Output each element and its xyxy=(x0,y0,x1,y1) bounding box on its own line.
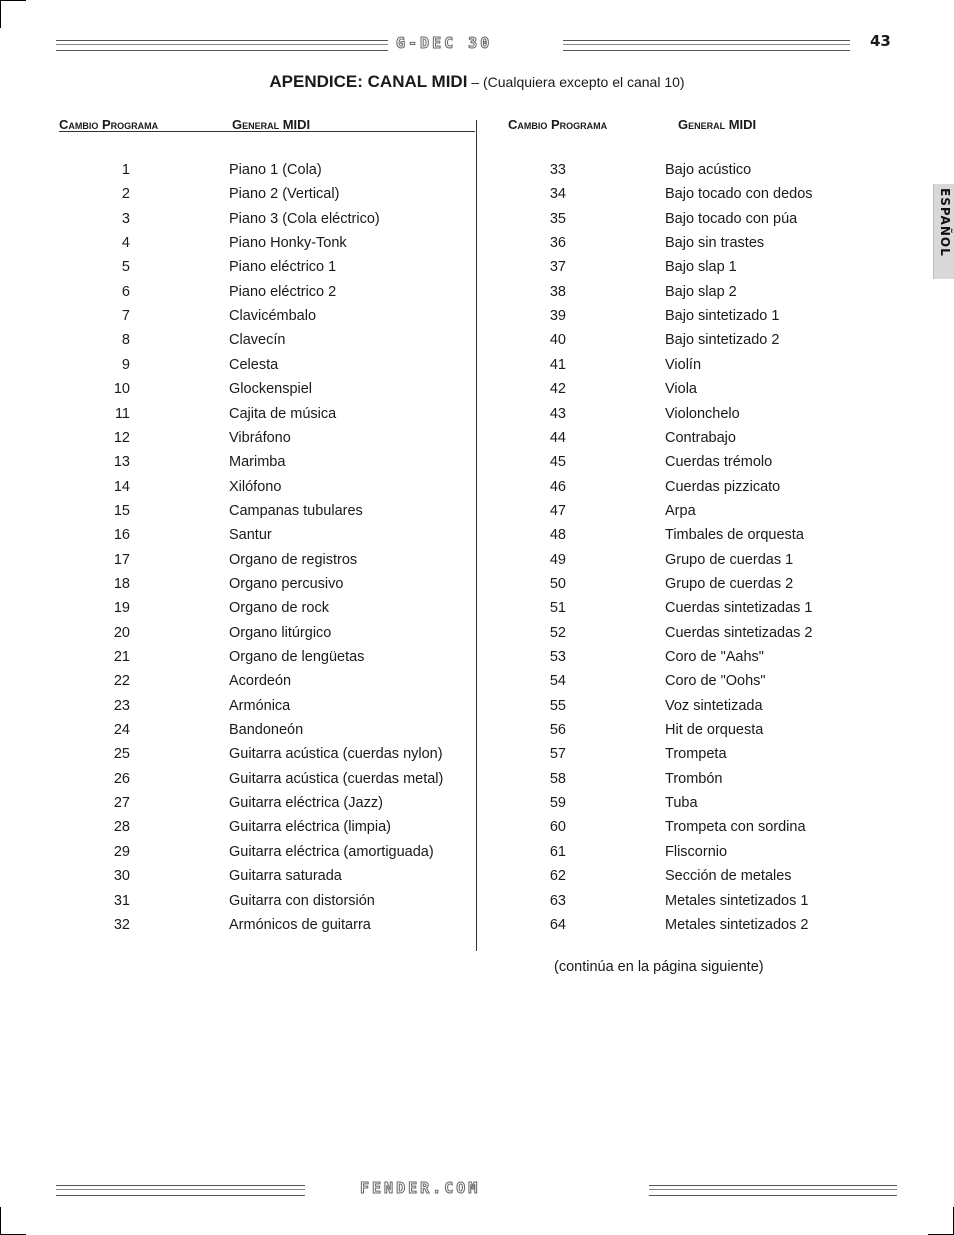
instrument-name: Cuerdas trémolo xyxy=(665,454,773,471)
instrument-name: Hit de orquesta xyxy=(665,722,764,739)
program-number: 18 xyxy=(113,575,130,592)
program-number: 8 xyxy=(121,332,130,349)
left-program-header: Cambio Programa xyxy=(59,117,159,132)
instrument-name: Bajo sin trastes xyxy=(665,235,765,252)
program-number: 35 xyxy=(549,210,566,227)
program-number: 53 xyxy=(549,649,566,665)
instrument-name: Viola xyxy=(665,381,697,398)
program-number: 41 xyxy=(549,356,566,373)
instrument-name: Campanas tubulares xyxy=(229,502,363,519)
table-row xyxy=(0,795,954,819)
program-number: 12 xyxy=(113,429,130,446)
program-number: 27 xyxy=(113,795,130,812)
table-row xyxy=(0,819,954,843)
program-number: 58 xyxy=(549,770,566,787)
instrument-name: Marimba xyxy=(229,454,286,471)
table-row xyxy=(0,430,954,454)
table-row xyxy=(0,211,954,235)
instrument-name: Organo de rock xyxy=(229,600,329,617)
table-row xyxy=(0,868,954,892)
program-number: 56 xyxy=(549,722,566,739)
instrument-name: Sección de metales xyxy=(665,868,792,885)
instrument-name: Timbales de orquesta xyxy=(665,527,804,544)
continuation-note: (continúa en la página siguiente) xyxy=(554,959,764,975)
program-number: 1 xyxy=(121,162,130,178)
instrument-name: Piano Honky-Tonk xyxy=(229,235,347,252)
program-number: 49 xyxy=(549,551,566,568)
program-number: 47 xyxy=(549,502,566,519)
program-number: 10 xyxy=(113,381,130,398)
table-row xyxy=(0,552,954,576)
table-row xyxy=(0,162,954,186)
program-number: 64 xyxy=(549,916,566,933)
program-number: 19 xyxy=(113,600,130,617)
program-number: 17 xyxy=(113,551,130,568)
right-midi-header: General MIDI xyxy=(678,117,757,132)
title-subtitle: – (Cualquiera excepto el canal 10) xyxy=(467,74,685,90)
instrument-name: Armónicos de guitarra xyxy=(229,916,371,933)
crop-mark xyxy=(0,0,1,28)
program-number: 34 xyxy=(549,186,566,203)
instrument-name: Bajo acústico xyxy=(665,162,752,178)
program-number: 24 xyxy=(113,722,130,739)
instrument-name: Organo de registros xyxy=(229,551,358,568)
program-number: 54 xyxy=(549,673,566,690)
instrument-name: Grupo de cuerdas 1 xyxy=(665,551,794,568)
instrument-name: Clavicémbalo xyxy=(229,308,317,325)
program-number: 59 xyxy=(549,795,566,812)
footer-rule-left xyxy=(56,1185,305,1196)
program-number: 30 xyxy=(113,868,130,885)
table-row xyxy=(0,357,954,381)
instrument-name: Trompeta xyxy=(665,746,727,763)
program-number: 6 xyxy=(121,283,130,300)
instrument-name: Piano 2 (Vertical) xyxy=(229,186,340,203)
table-row xyxy=(0,771,954,795)
program-number: 50 xyxy=(549,575,566,592)
instrument-name: Bajo sintetizado 1 xyxy=(665,308,780,325)
instrument-name: Guitarra acústica (cuerdas metal) xyxy=(229,770,444,787)
program-number: 46 xyxy=(549,478,566,495)
instrument-name: Grupo de cuerdas 2 xyxy=(665,575,794,592)
table-row xyxy=(0,381,954,405)
instrument-name: Xilófono xyxy=(229,478,282,495)
left-midi-header: General MIDI xyxy=(232,117,311,132)
header-rule-right xyxy=(563,40,850,51)
instrument-name: Guitarra eléctrica (amortiguada) xyxy=(229,843,434,860)
instrument-name: Cajita de música xyxy=(229,405,337,422)
title-main: APENDICE: CANAL MIDI xyxy=(269,72,468,91)
crop-mark xyxy=(0,1207,1,1235)
instrument-name: Tuba xyxy=(665,795,698,812)
instrument-name: Piano 3 (Cola eléctrico) xyxy=(229,210,380,227)
instrument-name: Bajo sintetizado 2 xyxy=(665,332,780,349)
program-number: 39 xyxy=(549,308,566,325)
instrument-name: Santur xyxy=(229,527,272,544)
table-row xyxy=(0,332,954,356)
table-row xyxy=(0,893,954,917)
program-number: 36 xyxy=(549,235,566,252)
table-row xyxy=(0,698,954,722)
program-number: 38 xyxy=(549,283,566,300)
program-number: 37 xyxy=(549,259,566,276)
table-row xyxy=(0,673,954,697)
instrument-name: Vibráfono xyxy=(229,429,291,446)
instrument-name: Voz sintetizada xyxy=(665,697,763,714)
right-program-header: Cambio Programa xyxy=(508,117,608,132)
instrument-name: Bajo tocado con dedos xyxy=(665,186,813,203)
instrument-name: Violín xyxy=(665,356,702,373)
program-number: 31 xyxy=(113,892,130,909)
instrument-name: Metales sintetizados 1 xyxy=(665,892,809,909)
program-number: 44 xyxy=(549,429,566,446)
side-tab-label: ESPAÑOL xyxy=(938,188,952,257)
program-number: 4 xyxy=(121,235,130,252)
program-number: 28 xyxy=(113,819,130,836)
program-number: 52 xyxy=(549,624,566,641)
page-title xyxy=(0,72,954,92)
program-number: 48 xyxy=(549,527,566,544)
table-row xyxy=(0,746,954,770)
program-number: 25 xyxy=(113,746,130,763)
page-number: 43 xyxy=(870,32,891,50)
instrument-name: Violonchelo xyxy=(665,405,740,422)
program-number: 14 xyxy=(113,478,130,495)
program-number: 29 xyxy=(113,843,130,860)
program-number: 57 xyxy=(549,746,566,763)
table-row xyxy=(0,259,954,283)
table-row xyxy=(0,406,954,430)
program-number: 26 xyxy=(113,770,130,787)
program-number: 33 xyxy=(549,162,566,178)
instrument-name: Acordeón xyxy=(229,673,292,690)
instrument-name: Guitarra con distorsión xyxy=(229,892,375,909)
table-row xyxy=(0,844,954,868)
program-number: 7 xyxy=(121,308,130,325)
table-row xyxy=(0,527,954,551)
instrument-name: Organo percusivo xyxy=(229,575,344,592)
instrument-name: Clavecín xyxy=(229,332,286,349)
language-side-tab xyxy=(933,184,954,279)
instrument-name: Organo de lengüetas xyxy=(229,649,365,665)
instrument-name: Cuerdas sintetizadas 2 xyxy=(665,624,813,641)
program-number: 42 xyxy=(549,381,566,398)
program-number: 20 xyxy=(113,624,130,641)
instrument-name: Celesta xyxy=(229,356,279,373)
table-row xyxy=(0,479,954,503)
footer-rule-right xyxy=(649,1185,897,1196)
table-row xyxy=(0,503,954,527)
program-number: 45 xyxy=(549,454,566,471)
header-rule-left xyxy=(56,40,388,51)
instrument-name: Glockenspiel xyxy=(229,381,313,398)
instrument-name: Contrabajo xyxy=(665,429,736,446)
instrument-name: Coro de "Aahs" xyxy=(665,649,764,665)
table-row xyxy=(0,186,954,210)
instrument-name: Piano 1 (Cola) xyxy=(229,162,322,178)
program-number: 15 xyxy=(113,502,130,519)
crop-mark xyxy=(0,0,26,1)
instrument-name: Coro de "Oohs" xyxy=(665,673,766,690)
instrument-name: Guitarra acústica (cuerdas nylon) xyxy=(229,746,443,763)
table-row xyxy=(0,649,954,673)
table-row xyxy=(0,308,954,332)
header-brand-logo: G-DEC 30 xyxy=(396,34,493,52)
instrument-name: Trompeta con sordina xyxy=(665,819,806,836)
table-row xyxy=(0,600,954,624)
program-number: 62 xyxy=(549,868,566,885)
program-number: 61 xyxy=(549,843,566,860)
program-number: 2 xyxy=(121,186,130,203)
program-number: 32 xyxy=(113,916,130,933)
instrument-name: Bajo slap 1 xyxy=(665,259,737,276)
program-number: 21 xyxy=(113,649,130,665)
program-number: 55 xyxy=(549,697,566,714)
table-row xyxy=(0,284,954,308)
instrument-name: Cuerdas pizzicato xyxy=(665,478,781,495)
program-number: 16 xyxy=(113,527,130,544)
program-number: 3 xyxy=(121,210,130,227)
header-underline-left xyxy=(59,131,475,132)
instrument-name: Arpa xyxy=(665,502,696,519)
table-row xyxy=(0,454,954,478)
program-number: 43 xyxy=(549,405,566,422)
table-row xyxy=(0,576,954,600)
program-number: 11 xyxy=(114,405,130,422)
instrument-name: Bajo tocado con púa xyxy=(665,210,798,227)
table-row xyxy=(0,917,954,941)
instrument-name: Cuerdas sintetizadas 1 xyxy=(665,600,813,617)
table-row xyxy=(0,722,954,746)
instrument-name: Piano eléctrico 2 xyxy=(229,283,337,300)
instrument-name: Metales sintetizados 2 xyxy=(665,916,809,933)
program-number: 51 xyxy=(549,600,566,617)
instrument-name: Bajo slap 2 xyxy=(665,283,737,300)
instrument-name: Guitarra eléctrica (limpia) xyxy=(229,819,391,836)
table-row xyxy=(0,235,954,259)
program-number: 63 xyxy=(549,892,566,909)
table-row xyxy=(0,625,954,649)
instrument-name: Armónica xyxy=(229,697,291,714)
instrument-name: Trombón xyxy=(665,770,723,787)
instrument-name: Fliscornio xyxy=(665,843,728,860)
instrument-name: Piano eléctrico 1 xyxy=(229,259,337,276)
program-number: 22 xyxy=(113,673,130,690)
program-number: 13 xyxy=(113,454,130,471)
instrument-name: Guitarra saturada xyxy=(229,868,342,885)
footer-brand-logo: FENDER.COM xyxy=(360,1179,481,1197)
program-number: 60 xyxy=(549,819,566,836)
program-number: 23 xyxy=(113,697,130,714)
instrument-name: Guitarra eléctrica (Jazz) xyxy=(229,795,383,812)
program-number: 5 xyxy=(121,259,130,276)
instrument-name: Bandoneón xyxy=(229,722,304,739)
instrument-name: Organo litúrgico xyxy=(229,624,332,641)
program-number: 9 xyxy=(121,356,130,373)
program-number: 40 xyxy=(549,332,566,349)
